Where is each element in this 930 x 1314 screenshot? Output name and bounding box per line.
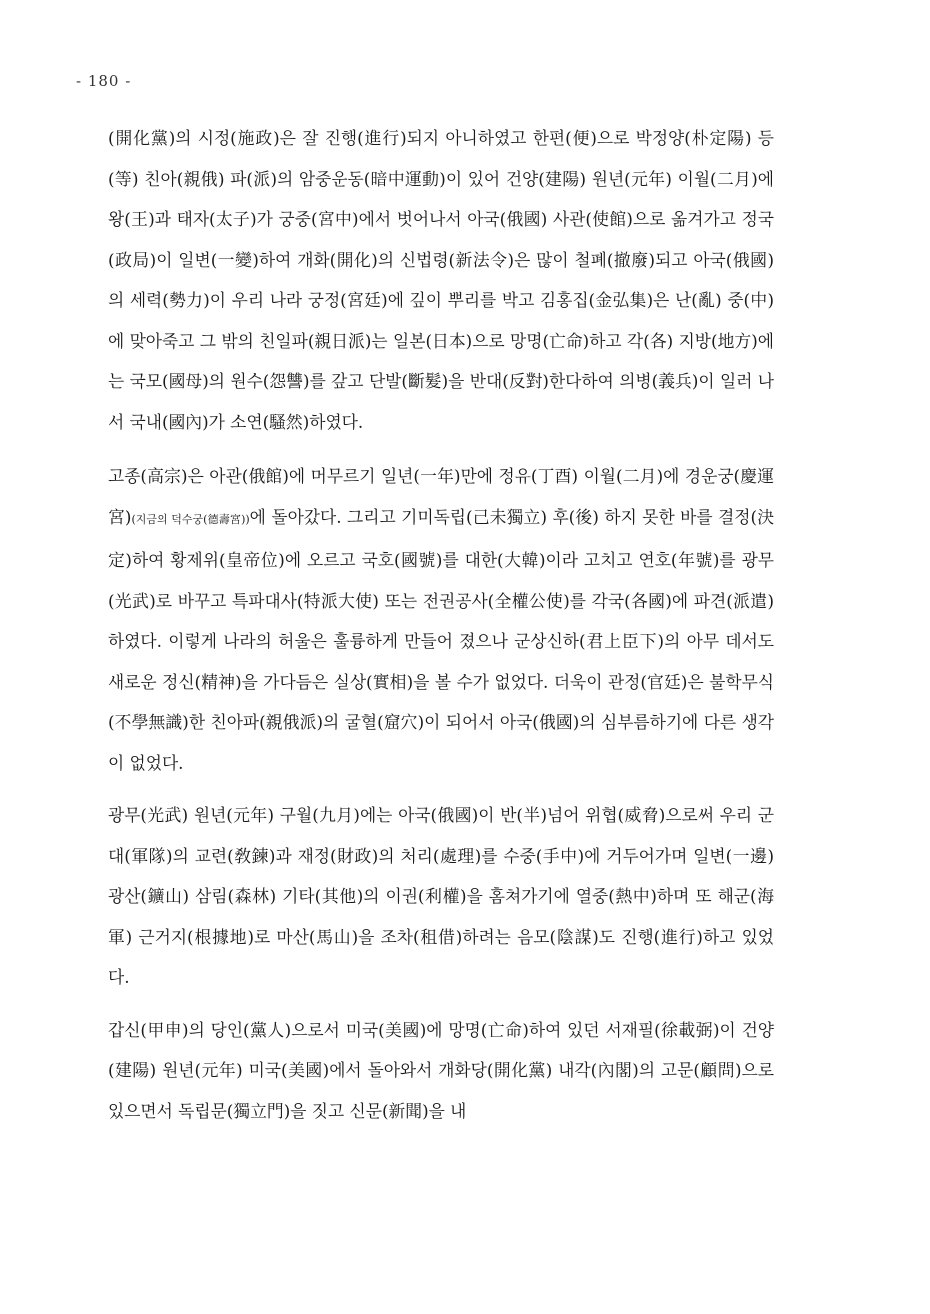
paragraph: 광무(光武) 원년(元年) 구월(九月)에는 아국(俄國)이 반(半)넘어 위협(威脅)으로써 우리 군대(軍隊)의 교련(敎鍊)과 재정(財政)의 처리(處理)를 수중(手中)에 거두어가며 일변(一邊) 광산(鑛山) 삼림(森林) 기타(其他)의 이권(利權)을 홈쳐가기에 열중(熱中)하며 또 해군(海軍) 근거지(根據地)로 마산(馬山)을 조차(租借)하려는 음모(陰謀)도 진행(進行)하고 있었다. [108,805,774,987]
paragraph-text: 에 돌아갔다. 그리고 기미독립(己未獨立) 후(後) 하지 못한 바를 결정(決定)하여 황제위(皇帝位)에 오르고 국호(國號)를 대한(大韓)이라 고치고 연호(年號)를 광무(光武)로 바꾸고 특파대사(特派大使) 또는 전권공사(全權公使)를 각국(各國)에 파견(派遣)하였다. 이렇게 나라의 허울은 훌륭하게 만들어 졌으나 군상신하(君上臣下)의 아무 데서도 새로운 정신(精神)을 가다듬은 실상(實相)을 볼 수가 없었다. 더욱이 관정(官廷)은 불학무식(不學無識)한 친아파(親俄派)의 굴혈(窟穴)이 되어서 아국(俄國)의 심부름하기에 다른 생각이 없었다. [108,506,774,773]
paragraph-text: 고종(高宗)은 아관(俄館)에 머무르기 일년(一年)만에 정유(丁酉) 이월(二月)에 경운궁(慶運宮) [108,466,774,527]
body-text [108,118,774,1145]
paragraph: (開化黨)의 시정(施政)은 잘 진행(進行)되지 아니하였고 한편(便)으로 박정양(朴定陽) 등(等) 친아(親俄) 파(派)의 암중운동(暗中運動)이 있어 건양(建陽) 원년(元年) 이월(二月)에 왕(王)과 태자(太子)가 궁중(宮中)에서 벗어나서 아국(俄國) 사관(使館)으로 옮겨가고 정국(政局)이 일변(一變)하여 개화(開化)의 신법령(新法令)은 많이 철폐(撤廢)되고 아국(俄國)의 세력(勢力)이 우리 나라 궁정(宮廷)에 깊이 뿌리를 박고 김홍집(金弘集)은 난(亂) 중(中)에 맞아죽고 그 밖의 친일파(親日派)는 일본(日本)으로 망명(亡命)하고 각(各) 지방(地方)에는 국모(國母)의 원수(怨讐)를 갚고 단발(斷髮)을 반대(反對)한다하여 의병(義兵)이 일러 나서 국내(國內)가 소연(騷然)하였다. [108,128,775,432]
paragraph [108,456,774,783]
page-number: - 180 - [76,72,132,90]
paragraph: 갑신(甲申)의 당인(黨人)으로서 미국(美國)에 망명(亡命)하여 있던 서재필(徐載弼)이 건양(建陽) 원년(元年) 미국(美國)에서 돌아와서 개화당(開化黨) 내각(內閣)의 고문(顧問)으로 있으면서 독립문(獨立門)을 짓고 신문(新聞)을 내 [108,1019,774,1121]
inline-note: (지금의 덕수궁(德壽宮)) [131,512,250,526]
